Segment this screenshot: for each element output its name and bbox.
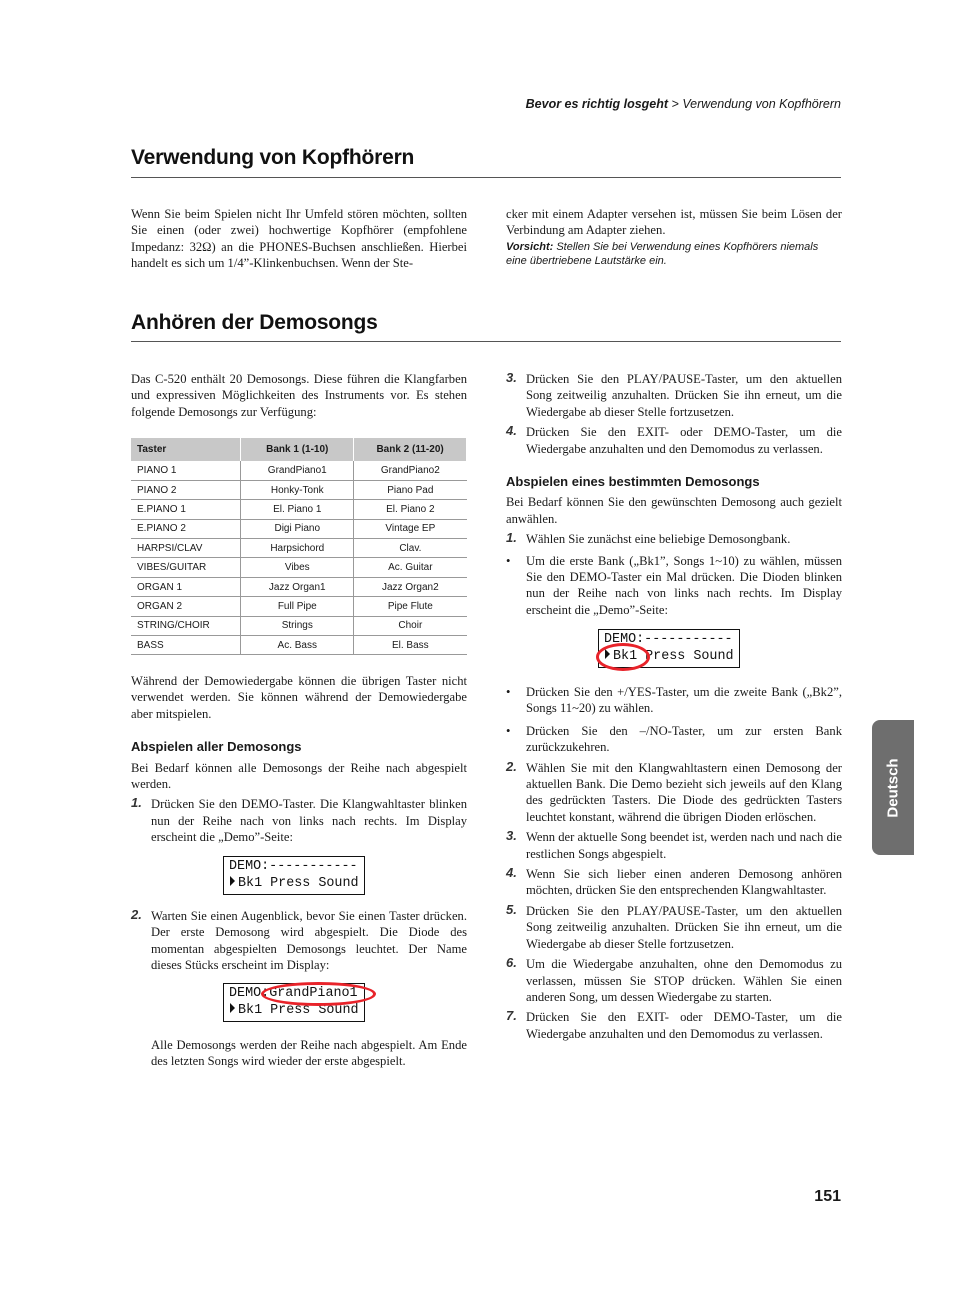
table-cell: El. Piano 2 [354, 500, 467, 519]
table-cell: Jazz Organ2 [354, 577, 467, 596]
table-cell: El. Bass [354, 636, 467, 655]
headphones-text-left [131, 206, 467, 272]
single-step-2 [506, 760, 842, 826]
table-cell: GrandPiano1 [241, 461, 354, 480]
table-row [131, 616, 467, 635]
language-tab-label: Deutsch [884, 757, 902, 818]
all-step-2-block [131, 908, 467, 974]
table-cell: Strings [241, 616, 354, 635]
table-cell: Jazz Organ1 [241, 577, 354, 596]
table-cell: PIANO 1 [131, 461, 241, 480]
demosongs-intro-text: Das C-520 enthält 20 Demosongs. Diese führen die Klangfarben und expressiven Möglichkeiten des Instruments vor. Es stehen folgende Demosongs zur Verfügung: [131, 372, 467, 419]
section-title-demosongs: Anhören der Demosongs [131, 311, 378, 334]
step-number: 3. [506, 370, 517, 385]
highlight-circle [261, 982, 376, 1006]
table-cell: E.PIANO 2 [131, 519, 241, 538]
all-step-2-after [151, 1037, 467, 1070]
right-column [506, 371, 842, 618]
all-step-3 [506, 371, 842, 420]
all-step-2 [131, 908, 467, 974]
table-cell: El. Piano 1 [241, 500, 354, 519]
table-row [131, 558, 467, 577]
step-number: 7. [506, 1008, 517, 1024]
left-column-lower [131, 673, 467, 846]
table-cell: Piano Pad [354, 480, 467, 499]
table-cell: BASS [131, 636, 241, 655]
play-arrow-icon [230, 876, 235, 886]
section-title-headphones: Verwendung von Kopfhörern [131, 146, 415, 169]
step-text: Um die Wiedergabe anzuhalten, ohne den Demomodus zu verlassen, müssen Sie STOP drücken. Wählen Sie einen anderen Song, um dessen Wiedergabe zu starten. [526, 957, 842, 1004]
all-step-1 [131, 796, 467, 845]
table-cell: ORGAN 1 [131, 577, 241, 596]
highlight-circle [596, 643, 650, 671]
single-bullet-2 [506, 684, 842, 717]
lcd-line: Bk1 Press Sound [238, 876, 359, 891]
table-cell: Vibes [241, 558, 354, 577]
lcd-line: DEMO:----------- [604, 632, 733, 647]
bullet-text: Drücken Sie den –/NO-Taster, um zur ersten Bank zurückzukehren. [526, 723, 842, 755]
step-number: 6. [506, 955, 517, 971]
step-text: Wählen Sie mit den Klangwahltastern einen Demosong der aktuellen Bank. Die Demo bezieht sich jeweils auf den Klang des gedrückten Tasters. Die Diode des gedrückten Tasters leuchtet konstant, während die übrigen Dioden erlöschen. [526, 760, 842, 824]
step-text: Drücken Sie den EXIT- oder DEMO-Taster, um die Wiedergabe anzuhalten und den Demomodus zu verlassen. [526, 1010, 842, 1041]
section-rule [131, 177, 841, 178]
table-cell: ORGAN 2 [131, 597, 241, 616]
after-table-text: Während der Demowiedergabe können die übrigen Taster nicht verwendet werden. Sie können während der Demowiedergabe aber mitspielen. [131, 674, 467, 721]
single-step-1 [506, 531, 842, 547]
table-row [131, 597, 467, 616]
table-row [131, 519, 467, 538]
step-number: 3. [506, 828, 517, 844]
all-step-4 [506, 424, 842, 457]
lcd-display-demo [223, 856, 365, 895]
breadcrumb-section: Verwendung von Kopfhörern [682, 97, 841, 111]
language-tab [872, 720, 914, 855]
bullet-icon: • [506, 553, 511, 568]
subheading-all-demos: Abspielen aller Demosongs [131, 739, 302, 755]
bullet-icon: • [506, 723, 511, 738]
step-text: Wählen Sie zunächst eine beliebige Demosongbank. [526, 532, 791, 547]
bullet-text: Drücken Sie den +/YES-Taster, um die zweite Bank („Bk2”, Songs 11~20) zu wählen. [526, 685, 842, 716]
play-arrow-icon [230, 1003, 235, 1013]
step-number: 5. [506, 901, 517, 917]
lcd-song-name: :GrandPiano1 [261, 986, 358, 1001]
demosong-table [131, 438, 467, 655]
headphones-paragraph-part2: cker mit einem Adapter versehen ist, müssen Sie beim Lösen der Verbindung am Adapter ziehen. [506, 207, 842, 238]
table-header-cell: Bank 1 (1-10) [241, 438, 354, 461]
lcd-line: DEMO:----------- [229, 859, 358, 874]
headphones-paragraph-part1: Wenn Sie beim Spielen nicht Ihr Umfeld stören möchten, sollten Sie einen (oder zwei) hochwertige Kopfhörer (empfohlene Impedanz: 32Ω) an die PHONES-Buchsen anschließen. Hierbei handelt es sich um 1/4”-Klinkenbuchsen. Wenn der Ste- [131, 207, 467, 271]
table-cell: E.PIANO 1 [131, 500, 241, 519]
table-header-cell: Taster [131, 438, 241, 461]
lcd-line: Bk1 Press Sound [238, 1003, 359, 1018]
step-number: 2. [131, 907, 142, 922]
page-number: 151 [814, 1188, 841, 1205]
table-row [131, 500, 467, 519]
table-cell: VIBES/GUITAR [131, 558, 241, 577]
demosongs-intro [131, 371, 467, 420]
table-cell: Honky-Tonk [241, 480, 354, 499]
subheading-single-demo: Abspielen eines bestimmten Demosongs [506, 474, 760, 490]
single-step-7 [506, 1009, 842, 1042]
table-cell: STRING/CHOIR [131, 616, 241, 635]
step-text: Wenn Sie sich lieber einen anderen Demosong anhören möchten, drücken Sie den entsprechenden Klangwahltaster. [526, 867, 842, 898]
table-cell: HARPSI/CLAV [131, 539, 241, 558]
table-cell: Pipe Flute [354, 597, 467, 616]
table-cell: GrandPiano2 [354, 461, 467, 480]
step-number: 1. [131, 795, 142, 811]
table-header-row [131, 438, 467, 461]
single-step-5 [506, 903, 842, 952]
all-demos-intro: Bei Bedarf können alle Demosongs der Reihe nach abgespielt werden. [131, 760, 467, 792]
section-rule [131, 341, 841, 342]
table-cell: PIANO 2 [131, 480, 241, 499]
table-cell: Vintage EP [354, 519, 467, 538]
table-row [131, 480, 467, 499]
breadcrumb-separator: > [668, 97, 683, 111]
warning-label: Vorsicht: [506, 240, 554, 253]
table-header-cell: Bank 2 (11-20) [354, 438, 467, 461]
step-text: Drücken Sie den PLAY/PAUSE-Taster, um den aktuellen Song zeitweilig anzuhalten. Drücken Sie ihn erneut, um die Wiedergabe ab dieser Stelle fortzusetzen. [526, 903, 842, 951]
bullet-text: Um die erste Bank („Bk1”, Songs 1~10) zu wählen, müssen Sie den DEMO-Taster ein Mal drücken. Die Dioden blinken nun der Reihe nach von links nach rechts. Im Display erscheint die „Demo”-Seite: [526, 553, 842, 617]
table-cell: Digi Piano [241, 519, 354, 538]
step-after-text: Alle Demosongs werden der Reihe nach abgespielt. Am Ende des letzten Songs wird wieder der erste abgespielt. [151, 1038, 467, 1069]
table-cell: Ac. Bass [241, 636, 354, 655]
table-cell: Harpsichord [241, 539, 354, 558]
step-number: 4. [506, 865, 517, 881]
lcd-bank-label: Bk1 [613, 649, 638, 664]
table-row [131, 539, 467, 558]
single-step-6 [506, 956, 842, 1005]
table-cell: Choir [354, 616, 467, 635]
table-row [131, 577, 467, 596]
lcd-text: DEMO [229, 986, 262, 1001]
right-column-lower [506, 684, 842, 1042]
step-text: Drücken Sie den EXIT- oder DEMO-Taster, um die Wiedergabe anzuhalten und den Demomodus zu verlassen. [526, 425, 842, 456]
table-cell: Full Pipe [241, 597, 354, 616]
warning-text: Stellen Sie bei Verwendung eines Kopfhörers niemals eine übertriebene Lautstärke ein. [506, 240, 819, 268]
table-cell: Ac. Guitar [354, 558, 467, 577]
single-demo-intro: Bei Bedarf können Sie den gewünschten Demosong auch gezielt anwählen. [506, 495, 842, 526]
single-step-4 [506, 866, 842, 899]
table-cell: Clav. [354, 539, 467, 558]
breadcrumb [526, 97, 841, 111]
step-text: Warten Sie einen Augenblick, bevor Sie einen Taster drücken. Der erste Demosong wird abgespielt. Die Diode des momentan abgespielten Demosongs leuchtet. Der Name dieses Stücks erscheint im Display: [151, 909, 467, 973]
bullet-icon: • [506, 685, 511, 699]
step-number: 4. [506, 423, 517, 439]
step-text: Wenn der aktuelle Song beendet ist, werden nach und nach die restlichen Songs abgespielt. [526, 830, 842, 861]
single-bullet-1 [506, 553, 842, 619]
lcd-line: Press Sound [637, 649, 734, 664]
step-number: 2. [506, 758, 517, 774]
single-step-3 [506, 829, 842, 862]
single-bullet-3 [506, 723, 842, 756]
breadcrumb-chapter: Bevor es richtig losgeht [525, 97, 669, 111]
table-row [131, 461, 467, 480]
step-number: 1. [506, 530, 517, 546]
headphones-warning [506, 240, 842, 269]
step-text: Drücken Sie den PLAY/PAUSE-Taster, um den aktuellen Song zeitweilig anzuhalten. Drücken Sie ihn erneut, um die Wiedergabe ab dieser Stelle fortzusetzen. [526, 372, 842, 419]
table-row [131, 636, 467, 655]
headphones-text-right [506, 206, 842, 269]
step-text: Drücken Sie den DEMO-Taster. Die Klangwahltaster blinken nun der Reihe nach von links nach rechts. Im Display erscheint die „Demo”-Seite: [151, 797, 467, 845]
